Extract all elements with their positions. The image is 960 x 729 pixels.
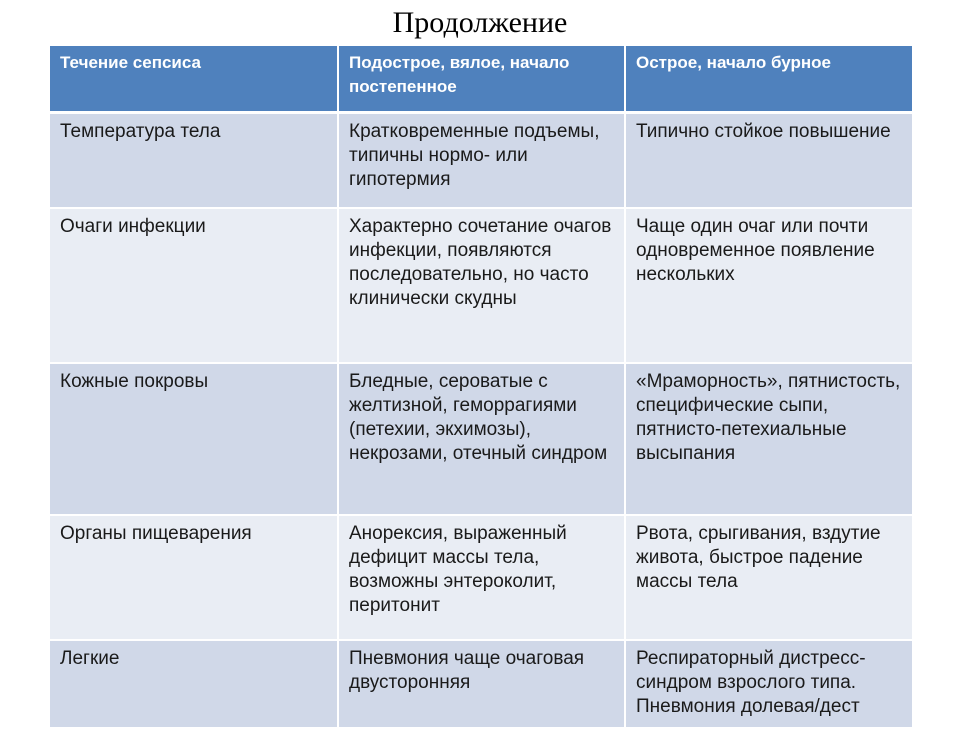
slide-title: Продолжение [392,6,568,39]
header-cell-course: Течение сепсиса [49,45,338,112]
row-label: Органы пищеварения [49,515,338,640]
header-cell-acute: Острое, начало бурное [625,45,913,112]
subacute-cell: Характерно сочетание очагов инфекции, появляются последовательно, но часто клинически скудны [338,208,625,363]
subacute-cell: Бледные, сероватые с желтизной, геморрагиями (петехии, экхимозы), некрозами, отечный синдром [338,363,625,515]
table-row [49,515,913,640]
row-label: Очаги инфекции [49,208,338,363]
table-row [49,112,913,208]
subacute-cell: Кратковременные подъемы, типичны нормо- или гипотермия [338,112,625,208]
acute-cell: Респираторный дистресс-синдром взрослого типа. Пневмония долевая/дест [625,640,913,728]
subacute-cell: Пневмония чаще очаговая двусторонняя [338,640,625,728]
row-label: Легкие [49,640,338,728]
sepsis-comparison-table [48,44,914,729]
acute-cell: Типично стойкое повышение [625,112,913,208]
row-label: Температура тела [49,112,338,208]
header-cell-subacute: Подострое, вялое, начало постепенное [338,45,625,112]
subacute-cell: Анорексия, выраженный дефицит массы тела, возможны энтероколит, перитонит [338,515,625,640]
table-row [49,208,913,363]
table-row [49,640,913,728]
table-row [49,363,913,515]
acute-cell: Чаще один очаг или почти одновременное появление нескольких [625,208,913,363]
acute-cell: «Мраморность», пятнистость, специфические сыпи, пятнисто-петехиальные высыпания [625,363,913,515]
row-label: Кожные покровы [49,363,338,515]
header-row [49,45,913,112]
acute-cell: Рвота, срыгивания, вздутие живота, быстрое падение массы тела [625,515,913,640]
